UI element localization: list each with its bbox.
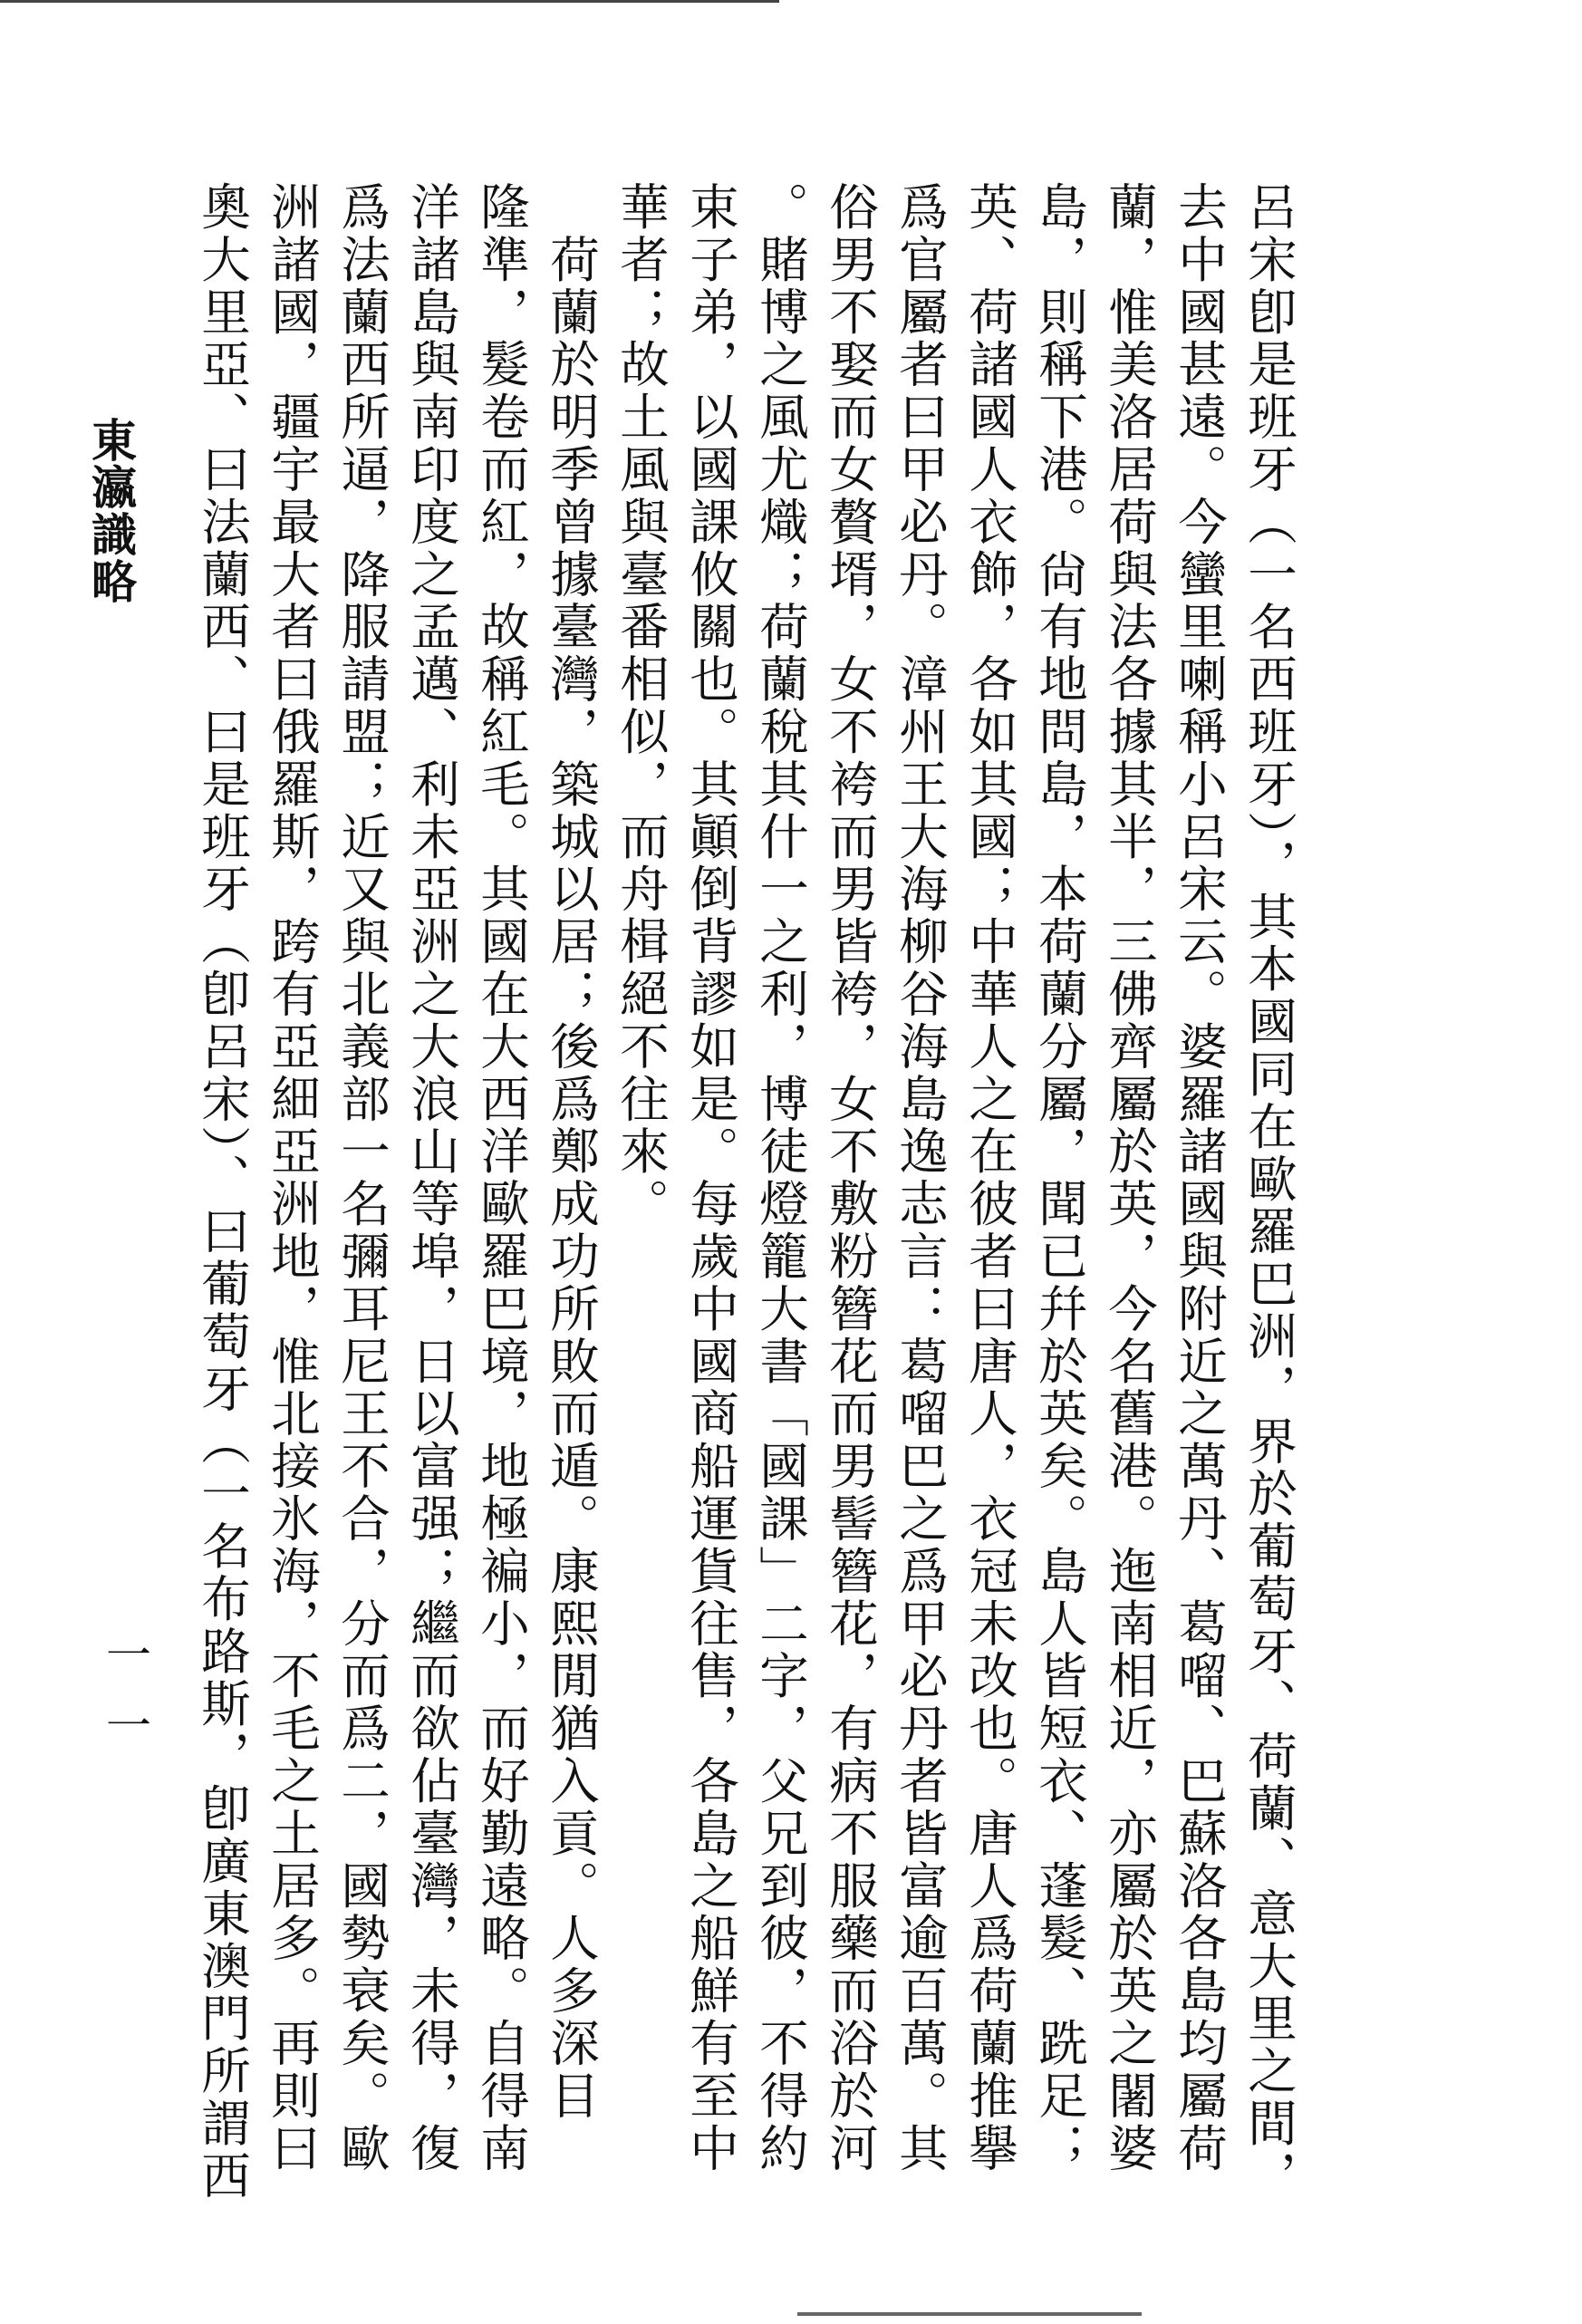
text-column-6: 爲官屬者曰甲必丹。漳州王大海柳谷海島逸志言：葛𠺕巴之爲甲必丹者皆富逾百萬。其 — [891, 181, 949, 2175]
text-column-12: 隆準，髮卷而紅，故稱紅毛。其國在大西洋歐羅巴境，地極褊小，而好勤遠略。自得南 — [472, 181, 530, 2175]
text-column-7: 俗男不娶而女贅壻，女不袴而男皆袴，女不敷粉簪花而男髻簪花，有病不服藥而浴於河 — [821, 181, 879, 2175]
text-column-9: 束子弟，以國課攸關也。其顚倒背謬如是。每歲中國商船運貨往售，各島之船鮮有至中 — [681, 181, 739, 2175]
text-column-14: 爲法蘭西所逼，降服請盟；近又與北義部一名彌耳尼王不合，分而爲二，國勢衰矣。歐 — [333, 181, 391, 2175]
text-column-11: 荷蘭於明季曾據臺灣，築城以居；後爲鄭成功所敗而遁。康熙閒猶入貢。人多深目 — [542, 181, 600, 2123]
top-edge-rule — [0, 0, 779, 3]
text-column-5: 英、荷諸國人衣飾，各如其國；中華人之在彼者曰唐人，衣冠未改也。唐人爲荷蘭推擧 — [960, 181, 1018, 2175]
running-head-book-title: 東瀛識略 — [84, 417, 138, 605]
text-column-13: 洋諸島與南印度之孟邁、利未亞洲之大浪山等埠，日以富强；繼而欲佔臺灣，未得，復 — [402, 181, 460, 2175]
text-column-2: 去中國甚遠。今蠻里喇稱小呂宋云。婆羅諸國與附近之萬丹、葛𠺕、巴蘇洛各島均屬荷 — [1170, 181, 1228, 2175]
text-column-3: 蘭，惟美洛居荷與法各據其半，三佛齊屬於英，今名舊港。迤南相近，亦屬於英之闍婆 — [1100, 181, 1158, 2175]
text-column-1: 呂宋卽是班牙（一名西班牙），其本國同在歐羅巴洲，界於葡萄牙、荷蘭、意大里之間， — [1240, 181, 1297, 2203]
text-column-4: 島，則稱下港。尙有地問島，本荷蘭分屬，聞已幷於英矣。島人皆短衣、蓬髮、跣足； — [1030, 181, 1088, 2175]
bottom-edge-rule — [797, 2312, 1142, 2316]
text-column-15: 洲諸國，疆宇最大者曰俄羅斯，跨有亞細亞洲地，惟北接氷海，不毛之土居多。再則曰 — [263, 181, 321, 2175]
text-column-8: 。賭博之風尤熾；荷蘭稅其什一之利，博徒燈籠大書「國課」二字，父兄到彼，不得約 — [751, 181, 809, 2175]
text-column-16: 奧大里亞、曰法蘭西、曰是班牙（卽呂宋）、曰葡萄牙（一名布路斯，卽廣東澳門所謂西 — [193, 181, 251, 2203]
page-number: 一一 — [99, 1631, 151, 1772]
text-column-10: 華者；故土風與臺番相似，而舟楫絕不往來。 — [612, 181, 670, 1230]
